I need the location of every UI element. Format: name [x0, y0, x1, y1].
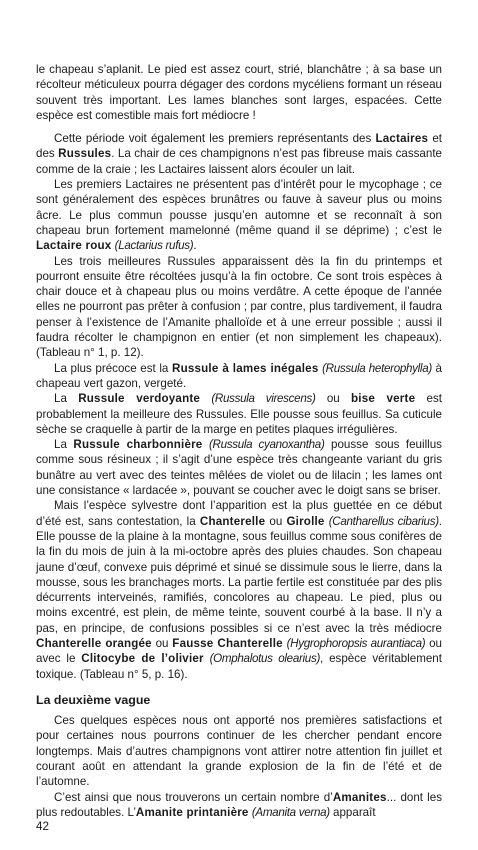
text-run: Les trois meilleures Russules apparaissent dès la fin du printemps et pourront ensuite être récoltées jusqu’à la fin octobre. Ce sont trois espèces à chair douce et à chapeau plus ou moins verdâtre. A cette époque de l’année elles ne pourront pas prêter à confusion ; par contre, plus tardivement, il faudra penser à l’existence de l’Amanite phalloïde et à une erreur possible ; aussi il faudra récolter le champignon en entier (et non simplement les chapeaux). (Tableau n° 1, p. 12). — [36, 254, 442, 360]
latin-name: (Amanita verna) — [251, 805, 330, 819]
page-number: 42 — [36, 820, 49, 833]
text-run: ou — [265, 514, 287, 528]
text-run: le chapeau s’aplanit. Le pied est assez court, strié, blanchâtre ; à sa base un récolteur méticuleux pourra dégager des cordons mycéliens formant un réseau souvent très important. Les lames blanches sont larges, espacées. Cette espèce est comestible mais fort médiocre ! — [36, 63, 442, 122]
text-run: La — [54, 438, 74, 452]
paragraph — [36, 391, 442, 437]
bold-term: Lactaires — [375, 132, 429, 146]
text-run: ou — [151, 636, 173, 650]
paragraph — [36, 62, 442, 123]
latin-name: (Russula virescens) — [211, 392, 316, 406]
bold-term: Russule à lames inégales — [172, 361, 319, 375]
text-run: est probablement la meilleure des Russules. Elle pousse sous feuillus. Sa cuticule sèche se craquelle à partir de la marge en petites plaques irrégulières. — [36, 392, 442, 436]
paragraph — [36, 437, 442, 498]
paragraph — [36, 131, 442, 177]
text-run: apparaît — [329, 805, 376, 819]
text-run: . La chair de ces champignons n’est pas fibreuse mais cassante comme de la craie ; les Lactaires laissent alors écouler un lait. — [36, 147, 442, 176]
bold-term: Russule verdoyante — [78, 392, 201, 406]
latin-name: (Russula cyanoxantha) — [208, 438, 325, 452]
text-run: Ces quelques espèces nous ont apporté nos premières satisfactions et pour certaines nous pourrons continuer de les chercher pendant encore longtemps. Mais d’autres champignons vont attirer notre attention fin juillet et courant août en attendant la grande explosion de la fin de l’été et de l’automne. — [36, 714, 442, 789]
text-block-intro — [36, 62, 442, 682]
bold-term: bise verte — [351, 392, 416, 406]
text-run: C’est ainsi que nous trouverons un certain nombre d’ — [54, 790, 333, 804]
bold-term: Girolle — [286, 514, 325, 528]
bold-term: Russule charbonnière — [73, 438, 203, 452]
text-run: et des — [36, 132, 443, 161]
paragraph — [36, 177, 442, 253]
text-run: ou avec le — [36, 636, 443, 666]
bold-term: Clitocybe de l’olivier — [81, 652, 204, 666]
bold-term: Amanite printanière — [135, 805, 249, 819]
text-run: La plus précoce est la — [54, 361, 172, 375]
text-run: ou — [315, 392, 352, 406]
text-run: , espèce véritablement toxique. (Tableau n° 5, p. 16). — [36, 652, 442, 681]
text-run: Cette période voit également les premiers représentants des — [54, 132, 376, 146]
bold-term: Chanterelle — [199, 514, 266, 528]
text-run: . — [193, 239, 197, 253]
section-heading: La deuxième vague — [36, 692, 151, 707]
latin-name: (Lactarius rufus) — [114, 239, 194, 253]
text-block-second-wave — [36, 713, 442, 820]
paragraph — [36, 361, 442, 392]
latin-name: (Omphalotus olearius) — [209, 652, 321, 666]
bold-term: Lactaire roux — [36, 239, 112, 253]
text-run: . Elle pousse de la plaine à la montagne, sous feuillus comme sous conifères de la fin du mois de juin à la mi-octobre après des pluies chaudes. Son chapeau jaune d’œuf, convexe puis déprimé et sinué se dissimule sous le lierre, dans la mousse, sous les branchages morts. La partie fertile est constituée par des plis décurrents interveinés, ramifiés, concolores au chapeau. Le pied, plus ou moins excentré, est plein, de même teinte, souvent courbé à la base. Il n’y a pas, en principe, de confusions possibles si ce n’est avec la très médiocre — [36, 514, 442, 635]
bold-term: Fausse Chanterelle — [172, 636, 283, 650]
bold-term: Russules — [58, 147, 112, 161]
paragraph — [36, 790, 442, 821]
bold-term: Amanites — [332, 790, 387, 804]
text-run: Les premiers Lactaires ne présentent pas d’intérêt pour le mycophage ; ce sont généralement des espèces brunâtres ou fauve à saveur plus ou moins âcre. Le plus commun pousse jusqu’en automne et se reconnaît à son chapeau brun fortement mamelonné (même quand il se déprime) ; c’est le — [36, 178, 442, 237]
bold-term: Chanterelle orangée — [36, 636, 152, 650]
text-run: Mais l’espèce sylvestre dont l’apparition est la plus guettée en ce début d’été est, sans contestation, la — [36, 499, 442, 528]
text-run — [200, 392, 211, 405]
latin-name: (Hygrophoropsis aurantiaca) — [286, 636, 426, 650]
text-run: pousse sous feuillus comme sous résineux ; il s’agit d’une espèce très changeante variant du gris bunâtre au vert avec des teintes mêlées de violet ou de lilacin ; les lames ont une consistance « lardacée », pouvant se coucher avec le doigt sans se briser. — [36, 438, 442, 498]
text-run: La — [54, 392, 79, 406]
text-run: ... dont les plus redoutables. L’ — [36, 790, 442, 819]
latin-name: (Russula heterophylla) — [322, 361, 432, 375]
paragraph — [36, 713, 442, 789]
paragraph — [36, 254, 442, 361]
latin-name: (Cantharellus cibarius) — [328, 514, 439, 528]
paragraph — [36, 498, 442, 682]
text-run: à chapeau vert gazon, vergeté. — [36, 361, 442, 390]
